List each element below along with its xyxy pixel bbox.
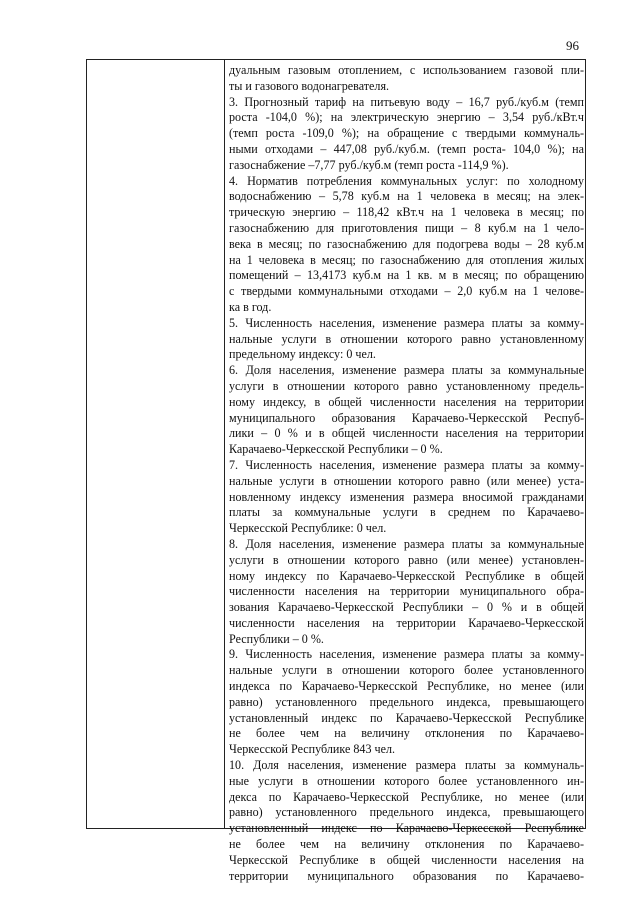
text-line: лики – 0 % и в общей численности населения на территории: [229, 426, 584, 441]
text-line: с твердыми коммунальными отходами – 2,0 куб.м на 1 челове-: [229, 284, 584, 299]
text-line: платы за коммунальные услуги в среднем по Карачаево-: [229, 505, 584, 520]
text-line: не более чем на величину отклонения по Карачаево-: [229, 837, 584, 852]
column-divider: [224, 60, 225, 828]
text-line: (темп роста -109,0 %); на обращение с твердыми коммуналь-: [229, 126, 584, 141]
text-line: индекса по Карачаево-Черкесской Республике, но менее (или: [229, 679, 584, 694]
text-line: нальные услуги в отношении которого равно (или менее) уста-: [229, 473, 584, 488]
text-line: водоснабжению – 5,78 куб.м на 1 человека в месяц; на элек-: [229, 189, 584, 204]
text-line: газоснабжению для приготовления пищи – 8 куб.м на 1 чело-: [229, 220, 584, 235]
text-line: 6. Доля населения, изменение размера платы за коммунальные: [229, 363, 584, 378]
text-line: 10. Доля населения, изменение размера платы за коммуналь-: [229, 758, 584, 773]
text-line: установленный индекс по Карачаево-Черкесской Республике: [229, 710, 584, 725]
text-line: ному индексу по Карачаево-Черкесской Республике в общей: [229, 568, 584, 583]
text-line: века в месяц; по газоснабжению для подогрева воды – 28 куб.м: [229, 236, 584, 251]
text-line: нальные услуги в отношении которого более установленного: [229, 663, 584, 678]
text-line: 8. Доля населения, изменение размера платы за коммунальные: [229, 536, 584, 551]
document-table: [86, 59, 586, 883]
text-line: ты и газового водонагревателя.: [229, 78, 390, 93]
text-line: новленному индексу изменения размера вносимой гражданами: [229, 489, 584, 504]
text-line: ка в год.: [229, 299, 272, 314]
text-line: Черкесской Республике: 0 чел.: [229, 521, 387, 536]
page-number: 96: [566, 38, 579, 53]
text-line: территории муниципального образования по Карачаево-: [229, 868, 584, 883]
text-line: ному индексу, в общей численности населения на территории: [229, 394, 584, 409]
text-line: 7. Численность населения, изменение размера платы за комму-: [229, 457, 584, 472]
text-line: муниципального образования Карачаево-Черкесской Респуб-: [229, 410, 584, 425]
text-line: зования Карачаево-Черкесской Республики – 0 % и в общей: [229, 600, 584, 615]
text-line: роста -104,0 %); на электрическую энергию – 3,54 руб./кВт.ч: [229, 110, 584, 125]
text-line: Республики – 0 %.: [229, 631, 324, 646]
text-line: численности населения на территории Карачаево-Черкесской: [229, 615, 584, 630]
table-left-cell: [87, 60, 224, 828]
text-line: нальные услуги в отношении которого равно установленному: [229, 331, 584, 346]
text-line: Черкесской Республике 843 чел.: [229, 742, 396, 757]
text-line: услуги в отношении которого равно (или менее) установлен-: [229, 552, 584, 567]
text-line: декса по Карачаево-Черкесской Республике, но менее (или: [229, 789, 584, 804]
text-line: равно) установленного предельного индекса, превышающего: [229, 694, 584, 709]
text-line: ными отходами – 447,08 руб./куб.м. (темп роста- 104,0 %); на: [229, 141, 584, 156]
text-line: установленный индекс по Карачаево-Черкесской Республике: [229, 821, 584, 836]
text-line: 9. Численность населения, изменение размера платы за комму-: [229, 647, 584, 662]
text-line: услуги в отношении которого равно установленному предель-: [229, 378, 584, 393]
text-line: дуальным газовым отоплением, с использованием газовой пли-: [229, 63, 584, 77]
text-line: помещений – 13,4173 куб.м на 1 кв. м в месяц; по обращению: [229, 268, 584, 283]
text-line: Карачаево-Черкесской Республики – 0 %.: [229, 442, 443, 457]
table-right-cell: [229, 63, 584, 884]
text-line: 4. Норматив потребления коммунальных услуг: по холодному: [229, 173, 584, 188]
text-line: не более чем на величину отклонения по Карачаево-: [229, 726, 584, 741]
text-line: ные услуги в отношении которого более установленного ин-: [229, 773, 584, 788]
text-line: 5. Численность населения, изменение размера платы за комму-: [229, 315, 584, 330]
text-line: газоснабжение –7,77 руб./куб.м (темп роста -114,9 %).: [229, 157, 509, 172]
text-line: предельному индексу: 0 чел.: [229, 347, 376, 362]
text-line: Черкесской Республике в общей численности населения на: [229, 852, 584, 867]
text-line: равно) установленного предельного индекса, превышающего: [229, 805, 584, 820]
text-line: 3. Прогнозный тариф на питьевую воду – 16,7 руб./куб.м (темп: [229, 94, 584, 109]
text-line: на 1 человека в месяц; по газоснабжению для отопления жилых: [229, 252, 584, 267]
text-line: трическую энергию – 118,42 кВт.ч на 1 человека в месяц; по: [229, 205, 584, 220]
text-line: численности населения на территории муниципального обра-: [229, 584, 584, 599]
